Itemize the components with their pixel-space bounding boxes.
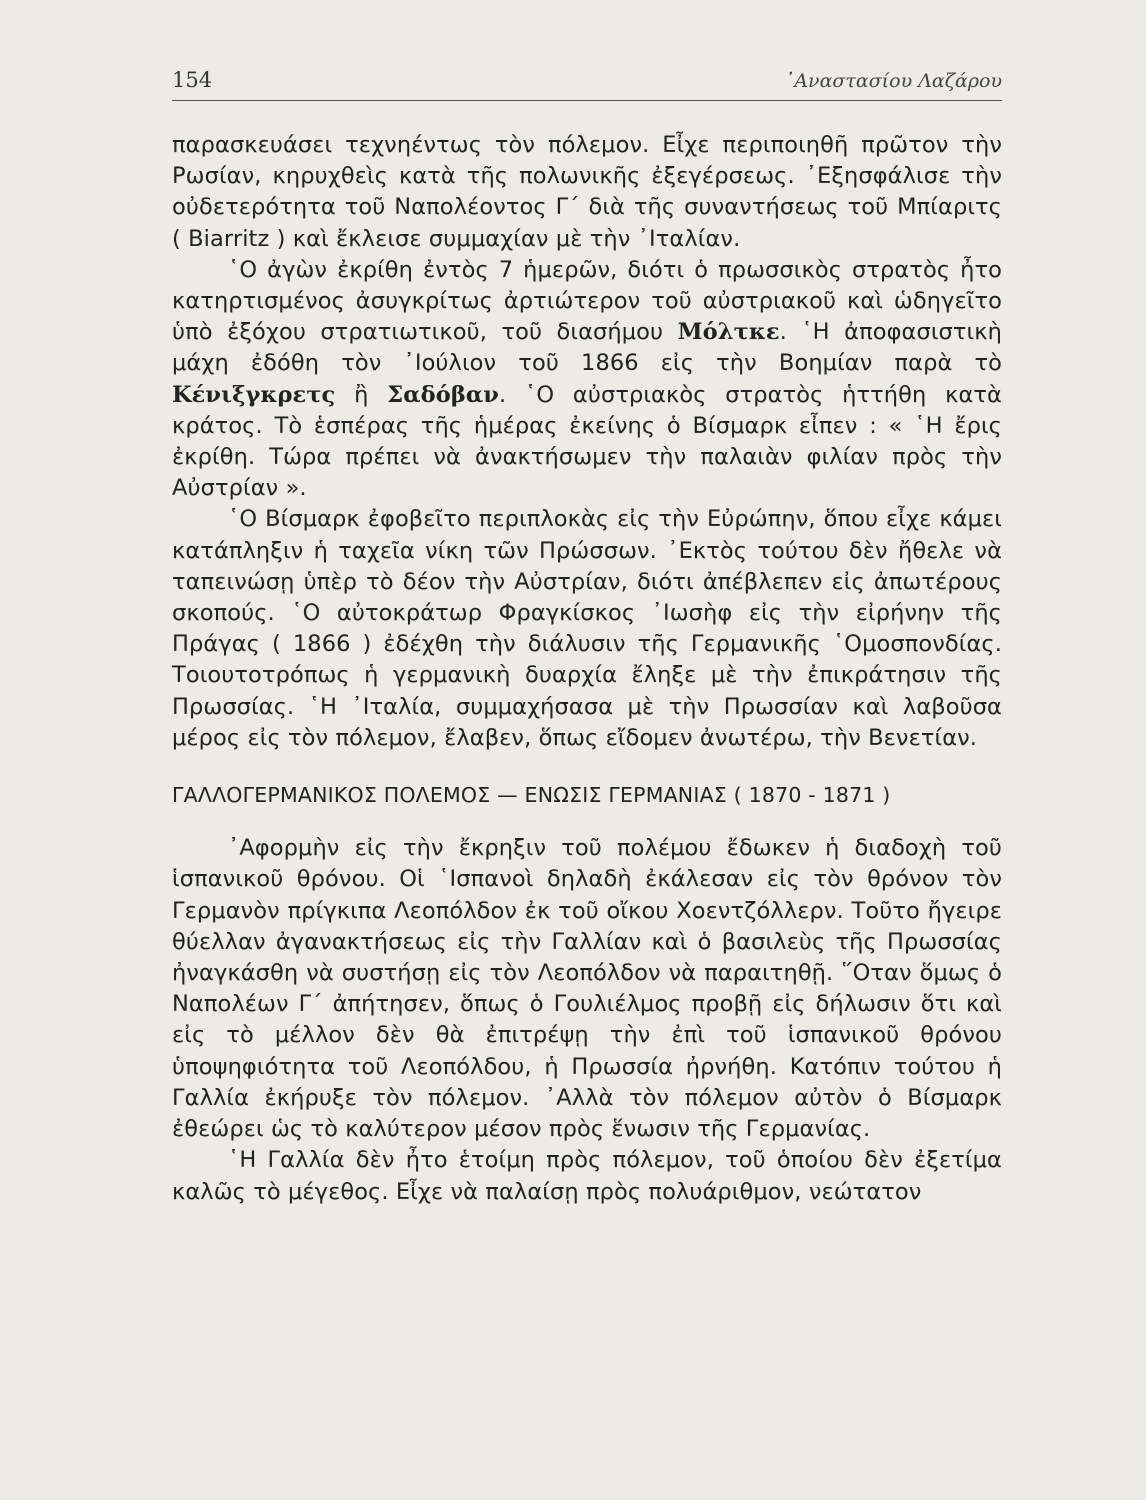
paragraph-3: ῾Ο Βίσμαρκ ἐφοβεῖτο περιπλοκὰς εἰς τὴν Εὐρώπην, ὅπου εἶχε κάμει κατάπληξιν ἡ ταχεῖα νίκη τῶν Πρώσσων. ᾿Εκτὸς τούτου δὲν ἤθελε νὰ ταπεινώσῃ ὑπὲρ τὸ δέον τὴν Αὐστρίαν, διότι ἀπέβλεπεν εἰς ἀπωτέρους σκοπούς. ῾Ο αὐτοκράτωρ Φραγκίσκος ᾿Ιωσὴφ εἰς τὴν εἰρήνην τῆς Πράγας ( 1866 ) ἐδέχθη τὴν διάλυσιν τῆς Γερμανικῆς ῾Ομοσπονδίας. Τοιουτοτρόπως ἡ γερμανικὴ δυαρχία ἔληξε μὲ τὴν ἐπικράτησιν τῆς Πρωσσίας. ῾Η ᾿Ιταλία, συμμαχήσασα μὲ τὴν Πρωσσίαν καὶ λαβοῦσα μέρος εἰς τὸν πόλεμον, ἔλαβεν, ὅπως εἴδομεν ἀνωτέρω, τὴν Βενετίαν.	[172, 506, 1002, 751]
bold-term-koniggratz: Κένιξγκρετς	[172, 381, 336, 408]
bold-term-sadowa: Σαδόβαν	[387, 381, 500, 408]
paragraph-2-part-4: . ῾Ο αὐστριακὸς στρατὸς ἡττήθη κατὰ κράτος. Τὸ ἑσπέρας τῆς ἡμέρας ἐκείνης ὁ Βίσμαρκ εἶπεν : « ῾Η ἔρις ἐκρίθη. Τώρα πρέπει νὰ ἀνακτήσωμεν τὴν παλαιὰν φιλίαν πρὸς τὴν Αὐστρίαν ».	[172, 381, 1002, 502]
paragraph-2-part-1: ῾Ο ἀγὼν ἐκρίθη ἐντὸς 7 ἡμερῶν, διότι ὁ πρωσσικὸς στρατὸς ἦτο κατηρτισμένος ἀσυγκρίτως ἀρτιώτερον τοῦ αὐστριακοῦ καὶ ὡδηγεῖτο ὑπὸ ἐξόχου στρατιωτικοῦ, τοῦ διασήμου	[172, 256, 1002, 346]
bold-term-moltke: Μόλτκε	[677, 319, 780, 346]
page-header	[172, 66, 1002, 101]
paragraph-1: παρασκευάσει τεχνηέντως τὸν πόλεμον. Εἶχε περιποιηθῆ πρῶτον τὴν Ρωσίαν, κηρυχθεὶς κατὰ τῆς πολωνικῆς ἐξεγέρσεως. ᾿Εξησφάλισε τὴν οὐδετερότητα τοῦ Ναπολέοντος Γ΄ διὰ τῆς συναντήσεως τοῦ Μπίαριτς ( Biarritz ) καὶ ἔκλεισε συμμαχίαν μὲ τὴν ᾿Ιταλίαν.	[172, 132, 1002, 252]
section-heading: ΓΑΛΛΟΓΕΡΜΑΝΙΚΟΣ ΠΟΛΕΜΟΣ — ΕΝΩΣΙΣ ΓΕΡΜΑΝΙΑΣ ( 1870 - 1871 )	[172, 783, 891, 808]
paragraph-4: ᾿Αφορμὴν εἰς τὴν ἔκρηξιν τοῦ πολέμου ἔδωκεν ἡ διαδοχὴ τοῦ ἱσπανικοῦ θρόνου. Οἱ ῾Ισπανοὶ δηλαδὴ ἐκάλεσαν εἰς τὸν θρόνον τὸν Γερμανὸν πρίγκιπα Λεοπόλδον ἐκ τοῦ οἴκου Χοεντζόλλερν. Τοῦτο ἤγειρε θύελλαν ἀγανακτήσεως εἰς τὴν Γαλλίαν καὶ ὁ βασιλεὺς τῆς Πρωσσίας ἠναγκάσθη νὰ συστήσῃ εἰς τὸν Λεοπόλδον νὰ παραιτηθῇ. ῞Οταν ὅμως ὁ Ναπολέων Γ΄ ἀπήτησεν, ὅπως ὁ Γουλιέλμος προβῇ εἰς δήλωσιν ὅτι καὶ εἰς τὸ μέλλον δὲν θὰ ἐπιτρέψῃ τὴν ἐπὶ τοῦ ἱσπανικοῦ θρόνου ὑποψηφιότητα τοῦ Λεοπόλδου, ἡ Πρωσσία ἠρνήθη. Κατόπιν τούτου ἡ Γαλλία ἐκήρυξε τὸν πόλεμον. ᾿Αλλὰ τὸν πόλεμον αὐτὸν ὁ Βίσμαρκ ἐθεώρει ὡς τὸ καλύτερον μέσον πρὸς ἕνωσιν τῆς Γερμανίας.	[172, 835, 1002, 1143]
running-head: ᾿Αναστασίου Λαζάρου	[784, 70, 1002, 92]
paragraph-5: ῾Η Γαλλία δὲν ἦτο ἑτοίμη πρὸς πόλεμον, τοῦ ὁποίου δὲν ἐξετίμα καλῶς τὸ μέγεθος. Εἶχε νὰ παλαίσῃ πρὸς πολυάριθμον, νεώτατον	[172, 1147, 1002, 1205]
paragraph-2-part-3: ἢ	[335, 381, 388, 408]
body-text	[172, 130, 1002, 1208]
paragraph-2	[172, 255, 1002, 505]
paragraph-2-part-2: . ῾Η ἀποφασιστικὴ μάχη ἐδόθη τὸν ᾿Ιούλιον τοῦ 1866 εἰς τὴν Βοημίαν παρὰ τὸ	[172, 319, 1002, 377]
page-number: 154	[172, 68, 213, 92]
